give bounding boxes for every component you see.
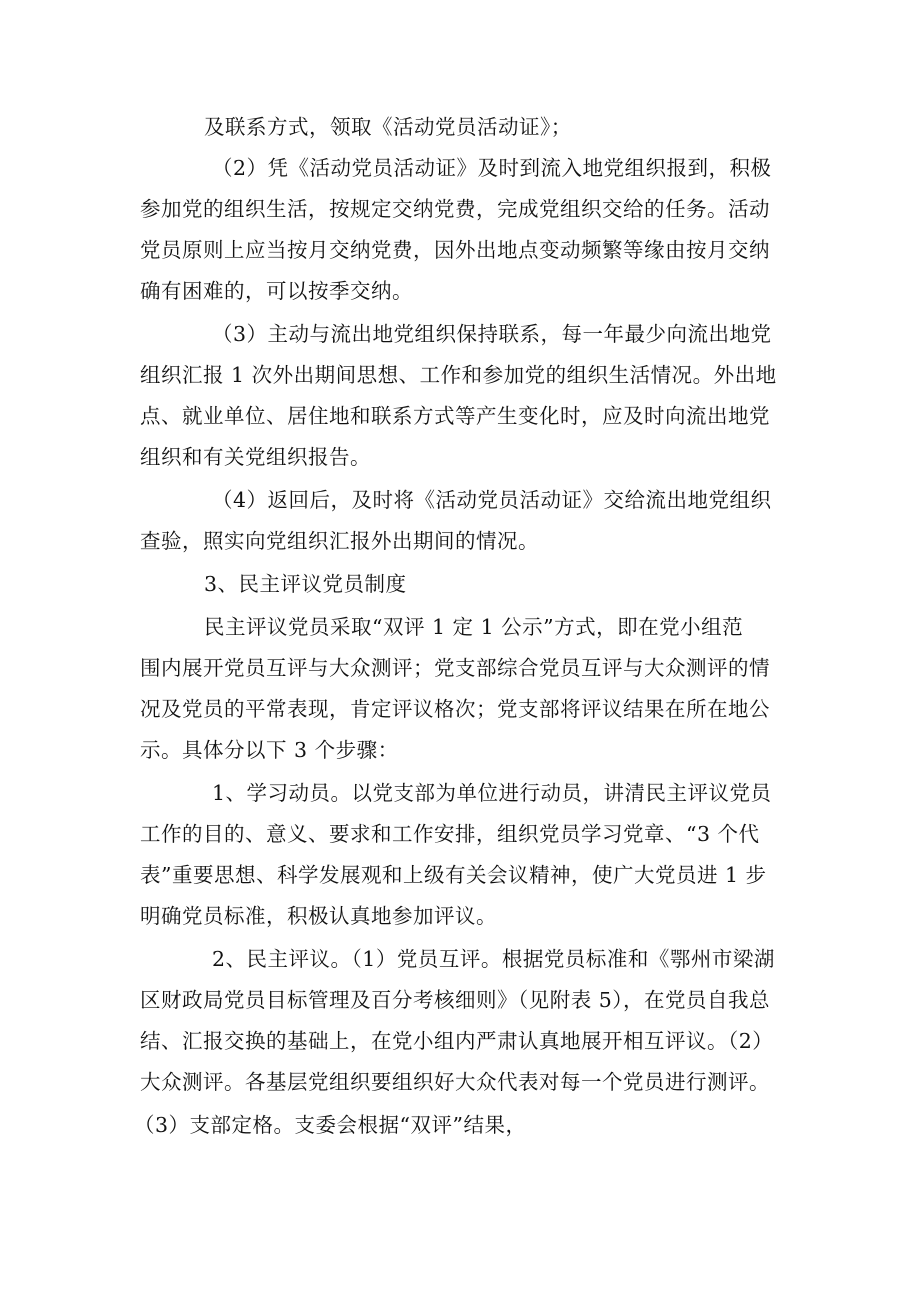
text-line: （3）主动与流出地党组织保持联系，每一年最少向流出地党: [212, 322, 772, 346]
text-line: 大众测评。各基层党组织要组织好大众代表对每一个党员进行测评。: [140, 1070, 770, 1094]
text-line: 组织和有关党组织报告。: [140, 445, 371, 469]
text-line: 示。具体分以下 3 个步骤：: [140, 738, 399, 762]
text-line: （3）支部定格。支委会根据“双评”结果，: [134, 1113, 527, 1137]
text-line: 查验，照实向党组织汇报外出期间的情况。: [140, 529, 539, 553]
text-line: 民主评议党员采取“双评 1 定 1 公示”方式，即在党小组范: [204, 615, 744, 639]
text-line: 党员原则上应当按月交纳党费，因外出地点变动频繁等缘由按月交纳: [140, 238, 770, 262]
section-heading: 3、民主评议党员制度: [204, 572, 407, 596]
text-line: 区财政局党员目标管理及百分考核细则》（见附表 5），在党员自我总: [140, 988, 771, 1012]
text-line: （2）凭《活动党员活动证》及时到流入地党组织报到，积极: [212, 156, 772, 180]
text-line: 况及党员的平常表现，肯定评议格次；党支部将评议结果在所在地公: [140, 697, 770, 721]
text-line: （4）返回后，及时将《活动党员活动证》交给流出地党组织: [212, 488, 772, 512]
text-line: 表”重要思想、科学发展观和上级有关会议精神，使广大党员进 1 步: [140, 863, 767, 887]
text-line: 确有困难的，可以按季交纳。: [140, 279, 413, 303]
text-line: 2、民主评议。（1）党员互评。根据党员标准和《鄂州市梁湖: [212, 947, 775, 971]
text-line: 组织汇报 1 次外出期间思想、工作和参加党的组织生活情况。外出地: [140, 363, 777, 387]
text-line: 结、汇报交换的基础上，在党小组内严肃认真地展开相互评议。（2）: [140, 1029, 774, 1053]
text-line: 点、就业单位、居住地和联系方式等产生变化时，应及时向流出地党: [140, 404, 770, 428]
text-line: 及联系方式，领取《活动党员活动证》；: [204, 115, 572, 139]
text-line: 明确党员标准，积极认真地参加评议。: [140, 904, 497, 928]
text-line: 1、学习动员。以党支部为单位进行动员，讲清民主评议党员: [212, 781, 772, 805]
text-line: 工作的目的、意义、要求和工作安排，组织党员学习党章、“3 个代: [140, 822, 760, 846]
text-line: 围内展开党员互评与大众测评；党支部综合党员互评与大众测评的情: [140, 656, 770, 680]
text-line: 参加党的组织生活，按规定交纳党费，完成党组织交给的任务。活动: [140, 197, 770, 221]
